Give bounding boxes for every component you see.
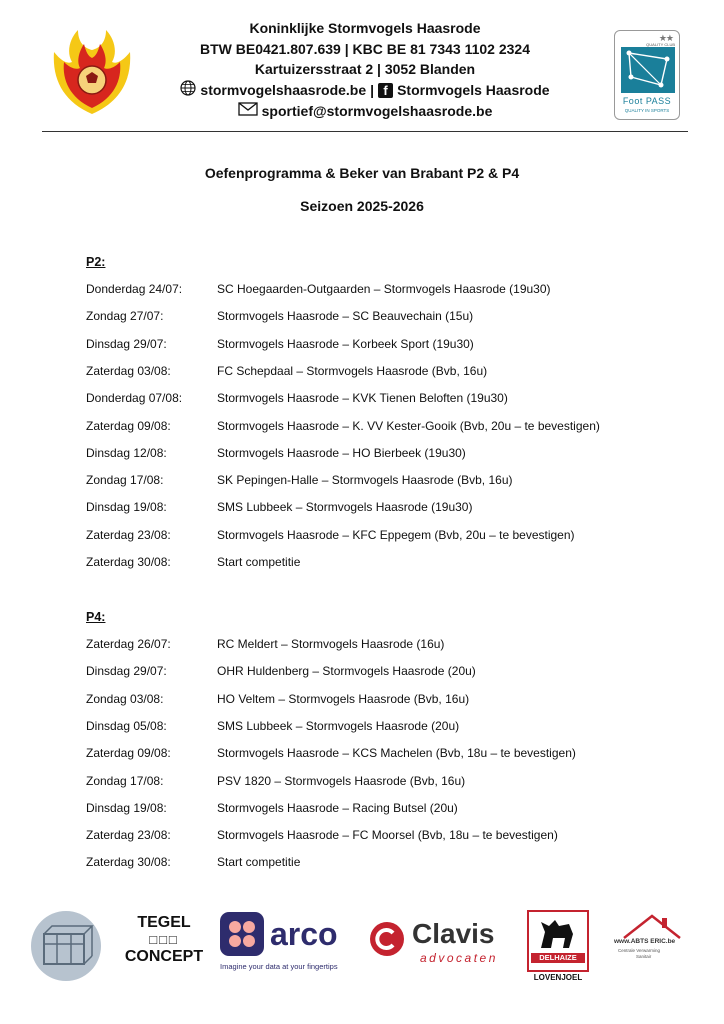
globe-icon <box>180 80 196 102</box>
fixture-match: SC Hoegaarden-Outgaarden – Stormvogels Haasrode (19u30) <box>217 282 551 296</box>
fixture-row <box>86 555 686 571</box>
fixture-date: Zaterdag 23/08: <box>86 527 171 542</box>
clavis-subtitle: advocaten <box>420 951 498 965</box>
fixture-date: Zondag 03/08: <box>86 691 164 706</box>
footpass-subtitle: QUALITY IN SPORTS <box>624 108 670 113</box>
delhaize-location: LOVENJOEL <box>533 973 583 982</box>
fixture-match: Start competitie <box>217 555 301 569</box>
club-name: Koninklijke Stormvogels Haasrode <box>249 20 481 36</box>
email-line <box>150 101 580 122</box>
fixture-date: Dinsdag 29/07: <box>86 664 167 679</box>
fixture-match: FC Schepdaal – Stormvogels Haasrode (Bvb, 16u) <box>217 363 488 378</box>
star-icon: ★★ <box>658 33 673 43</box>
fixture-date: Zondag 17/08: <box>86 473 164 488</box>
fixture-date: Zaterdag 30/08: <box>86 855 171 870</box>
fixture-match: OHR Huldenberg – Stormvogels Haasrode (20u) <box>217 664 476 679</box>
beer-crate-logo <box>30 910 102 987</box>
fixture-date: Donderdag 07/08: <box>86 391 183 406</box>
fixture-row <box>86 391 686 407</box>
fixture-row <box>86 637 686 653</box>
abts-eric-logo <box>610 912 690 972</box>
fixture-row <box>86 419 686 435</box>
fixture-row <box>86 282 686 298</box>
fixture-date: Dinsdag 29/07: <box>86 336 167 351</box>
clavis-name: Clavis <box>412 918 495 949</box>
fixture-match: HO Veltem – Stormvogels Haasrode (Bvb, 16u) <box>217 691 470 706</box>
sponsor-bar <box>30 906 694 986</box>
fixture-match: Stormvogels Haasrode – HO Bierbeek (19u30) <box>217 445 466 460</box>
footpass-name: Foot PASS <box>622 96 672 106</box>
fixture-match: Start competitie <box>217 855 301 870</box>
fixture-date: Donderdag 24/07: <box>86 282 183 296</box>
fixture-row <box>86 774 686 790</box>
fixture-row <box>86 337 686 353</box>
fixture-match: Stormvogels Haasrode – Korbeek Sport (19u30) <box>217 336 474 351</box>
fixture-date: Dinsdag 19/08: <box>86 800 167 815</box>
footpass-badge <box>614 30 680 120</box>
fixture-match: PSV 1820 – Stormvogels Haasrode (Bvb, 16u) <box>217 773 466 788</box>
letterhead <box>150 18 580 122</box>
fixture-row <box>86 828 686 844</box>
fixture-match: Stormvogels Haasrode – KFC Eppegem (Bvb, 20u – te bevestigen) <box>217 527 575 542</box>
fixture-row <box>86 664 686 680</box>
fixture-match: SMS Lubbeek – Stormvogels Haasrode (19u30) <box>217 500 473 515</box>
p2-heading: P2: <box>86 255 106 269</box>
fixture-date: Dinsdag 05/08: <box>86 718 167 733</box>
abts-service-1: Centrale Verwarming <box>618 948 661 953</box>
fixture-date: Zaterdag 26/07: <box>86 637 171 651</box>
abts-url: www.ABTS ERIC.be <box>614 938 676 945</box>
fixture-date: Dinsdag 12/08: <box>86 445 167 460</box>
arco-name: arco <box>270 916 338 952</box>
fixture-row <box>86 855 686 871</box>
fixture-date: Zondag 27/07: <box>86 309 164 324</box>
separator: | <box>370 82 375 98</box>
fixture-date: Zondag 17/08: <box>86 773 164 788</box>
clavis-mark-icon <box>370 922 404 956</box>
fixture-row <box>86 801 686 817</box>
arco-mark-icon <box>220 912 264 956</box>
fixture-date: Zaterdag 30/08: <box>86 555 171 569</box>
fixture-date: Zaterdag 09/08: <box>86 418 171 433</box>
club-logo <box>44 22 140 118</box>
email-link[interactable]: sportief@stormvogelshaasrode.be <box>261 103 493 119</box>
fixture-row <box>86 446 686 462</box>
fixture-match: Stormvogels Haasrode – KVK Tienen Beloften (19u30) <box>217 391 508 406</box>
delhaize-brand: DELHAIZE <box>531 953 585 963</box>
season-title: Seizoen 2025-2026 <box>300 198 424 214</box>
fixture-match: Stormvogels Haasrode – FC Moorsel (Bvb, 18u – te bevestigen) <box>217 828 558 843</box>
fixture-row <box>86 746 686 762</box>
fixture-match: Stormvogels Haasrode – SC Beauvechain (15u) <box>217 309 474 324</box>
address-line: Kartuizersstraat 2 | 3052 Blanden <box>254 61 476 77</box>
fixture-match: SK Pepingen-Halle – Stormvogels Haasrode (Bvb, 16u) <box>217 473 513 488</box>
abts-service-2: Sanitair <box>636 954 652 959</box>
arco-tagline: Imagine your data at your fingertips <box>220 962 338 971</box>
fixture-date: Dinsdag 19/08: <box>86 500 167 515</box>
delhaize-logo <box>527 910 589 980</box>
fixture-row <box>86 309 686 325</box>
footpass-emblem <box>621 47 675 93</box>
tegel-line2: CONCEPT <box>124 948 204 965</box>
header-divider <box>42 131 688 132</box>
fixture-date: Zaterdag 09/08: <box>86 746 171 761</box>
fixture-match: Stormvogels Haasrode – K. VV Kester-Gooik (Bvb, 20u – te bevestigen) <box>217 418 600 433</box>
fixture-row <box>86 364 686 380</box>
fixture-match: SMS Lubbeek – Stormvogels Haasrode (20u) <box>217 718 460 733</box>
document-title: Oefenprogramma & Beker van Brabant P2 & P4 <box>204 165 520 181</box>
mail-icon <box>238 101 258 122</box>
fixture-match: Stormvogels Haasrode – KCS Machelen (Bvb, 18u – te bevestigen) <box>217 746 576 761</box>
fixture-row <box>86 500 686 516</box>
facebook-icon: f <box>378 83 393 98</box>
arco-logo <box>220 912 356 972</box>
fixture-match: Stormvogels Haasrode – Racing Butsel (20u) <box>217 800 458 815</box>
fixture-date: Zaterdag 03/08: <box>86 363 171 378</box>
p4-heading: P4: <box>86 610 106 624</box>
fixture-match: RC Meldert – Stormvogels Haasrode (16u) <box>217 637 445 651</box>
fixture-row <box>86 473 686 489</box>
facebook-link[interactable]: Stormvogels Haasrode <box>397 82 550 98</box>
tegel-concept-logo <box>122 914 206 965</box>
clavis-logo <box>370 918 510 968</box>
tile-icon: □□□ <box>149 932 179 947</box>
tegel-line1: TEGEL <box>137 914 191 931</box>
fixture-date: Zaterdag 23/08: <box>86 828 171 843</box>
fixture-row <box>86 528 686 544</box>
fixture-row <box>86 719 686 735</box>
website-link[interactable]: stormvogelshaasrode.be <box>200 82 367 98</box>
web-social-line <box>150 80 580 102</box>
footpass-quality: QUALITY CLUB <box>646 42 675 47</box>
fixture-row <box>86 692 686 708</box>
vat-bank-line: BTW BE0421.807.639 | KBC BE 81 7343 1102 2324 <box>199 40 530 57</box>
